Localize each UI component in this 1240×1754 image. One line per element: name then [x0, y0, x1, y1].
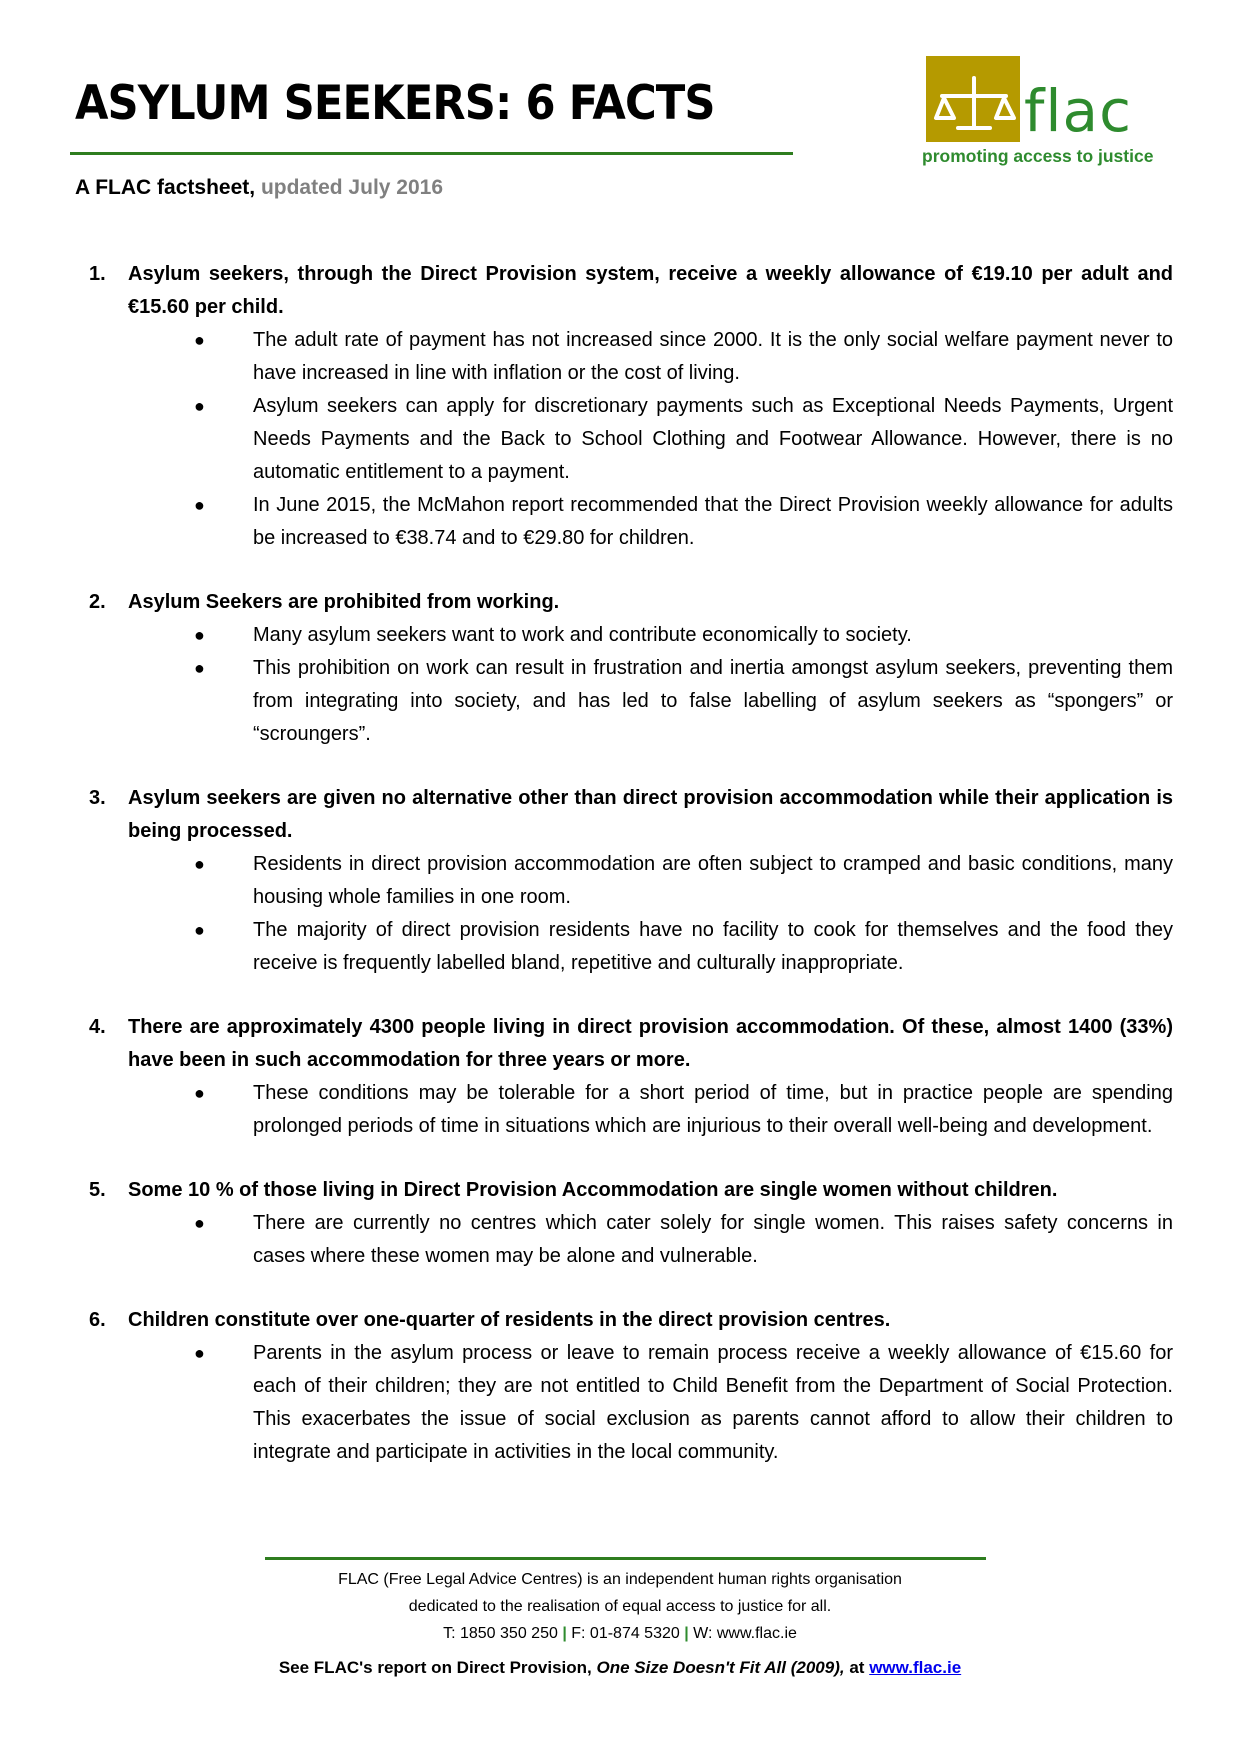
bullet-item [194, 489, 1173, 555]
bullet-text: There are currently no centres which cater solely for single women. This raises safety concerns in cases where these women may be alone and vulnerable. [253, 1212, 1173, 1267]
fact-heading: Asylum seekers, through the Direct Provision system, receive a weekly allowance of €19.10 per adult and €15.60 per child. [128, 263, 1173, 318]
bullet-text: In June 2015, the McMahon report recommended that the Direct Provision weekly allowance for adults be increased to €38.74 and to €29.80 for children. [253, 494, 1173, 549]
bullet-dot-icon: ● [194, 330, 205, 350]
fact-heading: Children constitute over one-quarter of residents in the direct provision centres. [128, 1309, 891, 1331]
bullet-dot-icon: ● [194, 1213, 205, 1233]
fact-bullets [0, 848, 1240, 980]
fact-bullets [0, 1207, 1240, 1273]
bullet-dot-icon: ● [194, 658, 205, 678]
bullet-item [194, 390, 1173, 489]
bullet-text: Asylum seekers can apply for discretionary payments such as Exceptional Needs Payments, Urgent Needs Payments and the Back to School Clothing and Footwear Allowance. However, there is no automatic entitlement to a payment. [253, 395, 1173, 483]
fact-item-4 [0, 1011, 1240, 1143]
report-title: One Size Doesn't Fit All (2009), [596, 1658, 845, 1677]
fact-number: 2. [89, 591, 106, 613]
fact-heading: Asylum Seekers are prohibited from working. [128, 591, 560, 613]
bullet-dot-icon: ● [194, 854, 205, 874]
fact-bullets [0, 619, 1240, 751]
page-title: ASYLUM SEEKERS: 6 FACTS [75, 76, 715, 131]
bullet-dot-icon: ● [194, 1343, 205, 1363]
footer-fax: F: 01-874 5320 [571, 1625, 680, 1642]
fact-item-6 [0, 1304, 1240, 1469]
footer-phone: T: 1850 350 250 [443, 1625, 558, 1642]
bullet-item [194, 1207, 1173, 1273]
footer-contact-line [0, 1620, 1240, 1647]
report-at: at [849, 1658, 865, 1677]
fact-item-1 [0, 258, 1240, 555]
title-divider [70, 152, 793, 155]
fact-heading: Some 10 % of those living in Direct Provision Accommodation are single women without children. [128, 1179, 1058, 1201]
report-prefix: See FLAC's report on Direct Provision, [278, 1658, 592, 1677]
scales-of-justice-icon [926, 56, 1020, 142]
bullet-dot-icon: ● [194, 920, 205, 940]
footer-web: W: www.flac.ie [693, 1625, 797, 1642]
bullet-item [194, 914, 1173, 980]
logo-tagline: promoting access to justice [922, 146, 1154, 166]
flac-website-link[interactable]: www.flac.ie [869, 1658, 962, 1677]
footer-separator: | [684, 1625, 689, 1642]
fact-item-3 [0, 782, 1240, 980]
fact-number: 4. [89, 1016, 106, 1038]
page-subtitle [75, 176, 443, 200]
bullet-item [194, 1337, 1173, 1469]
flac-logo [922, 56, 1154, 168]
fact-number: 5. [89, 1179, 106, 1201]
bullet-text: Parents in the asylum process or leave to remain process receive a weekly allowance of €15.60 for each of their children; they are not entitled to Child Benefit from the Department of Social Protection. This exacerbates the issue of social exclusion as parents cannot afford to allow their children to integrate and participate in activities in the local community. [253, 1342, 1173, 1463]
fact-bullets [0, 1077, 1240, 1143]
footer-divider [265, 1557, 986, 1560]
bullet-text: The adult rate of payment has not increased since 2000. It is the only social welfare payment never to have increased in line with inflation or the cost of living. [253, 329, 1173, 384]
bullet-text: Many asylum seekers want to work and contribute economically to society. [253, 624, 912, 646]
fact-bullets [0, 1337, 1240, 1469]
subtitle-updated: updated July 2016 [260, 176, 444, 199]
bullet-item [194, 652, 1173, 751]
bullet-item [194, 1077, 1173, 1143]
bullet-text: This prohibition on work can result in frustration and inertia amongst asylum seekers, preventing them from integrating into society, and has led to false labelling of asylum seekers as “spongers” or “scroungers”. [253, 657, 1173, 745]
logo-wordmark: flac [1024, 77, 1132, 145]
fact-heading: Asylum seekers are given no alternative other than direct provision accommodation while their application is being processed. [128, 787, 1173, 842]
bullet-dot-icon: ● [194, 495, 205, 515]
fact-heading: There are approximately 4300 people living in direct provision accommodation. Of these, almost 1400 (33%) have been in such accommodation for three years or more. [128, 1016, 1173, 1071]
bullet-dot-icon: ● [194, 625, 205, 645]
subtitle-main: A FLAC factsheet, [75, 176, 256, 199]
bullet-dot-icon: ● [194, 1083, 205, 1103]
fact-item-2 [0, 586, 1240, 751]
bullet-dot-icon: ● [194, 396, 205, 416]
fact-number: 6. [89, 1309, 106, 1331]
bullet-text: The majority of direct provision residents have no facility to cook for themselves and the food they receive is frequently labelled bland, repetitive and culturally inappropriate. [253, 919, 1173, 974]
bullet-text: These conditions may be tolerable for a short period of time, but in practice people are spending prolonged periods of time in situations which are injurious to their overall well-being and development. [253, 1082, 1173, 1137]
bullet-text: Residents in direct provision accommodation are often subject to cramped and basic conditions, many housing whole families in one room. [253, 853, 1173, 908]
fact-item-5 [0, 1174, 1240, 1273]
bullet-item [194, 848, 1173, 914]
bullet-item [194, 324, 1173, 390]
footer-separator: | [562, 1625, 567, 1642]
fact-number: 3. [89, 787, 106, 809]
fact-bullets [0, 324, 1240, 555]
fact-number: 1. [89, 263, 106, 285]
report-reference [0, 1658, 1240, 1678]
facts-list [0, 258, 1240, 1500]
footer-description-line-1: FLAC (Free Legal Advice Centres) is an independent human rights organisation [338, 1571, 902, 1588]
footer-description-line-2: dedicated to the realisation of equal access to justice for all. [408, 1598, 832, 1615]
bullet-item [194, 619, 1173, 652]
